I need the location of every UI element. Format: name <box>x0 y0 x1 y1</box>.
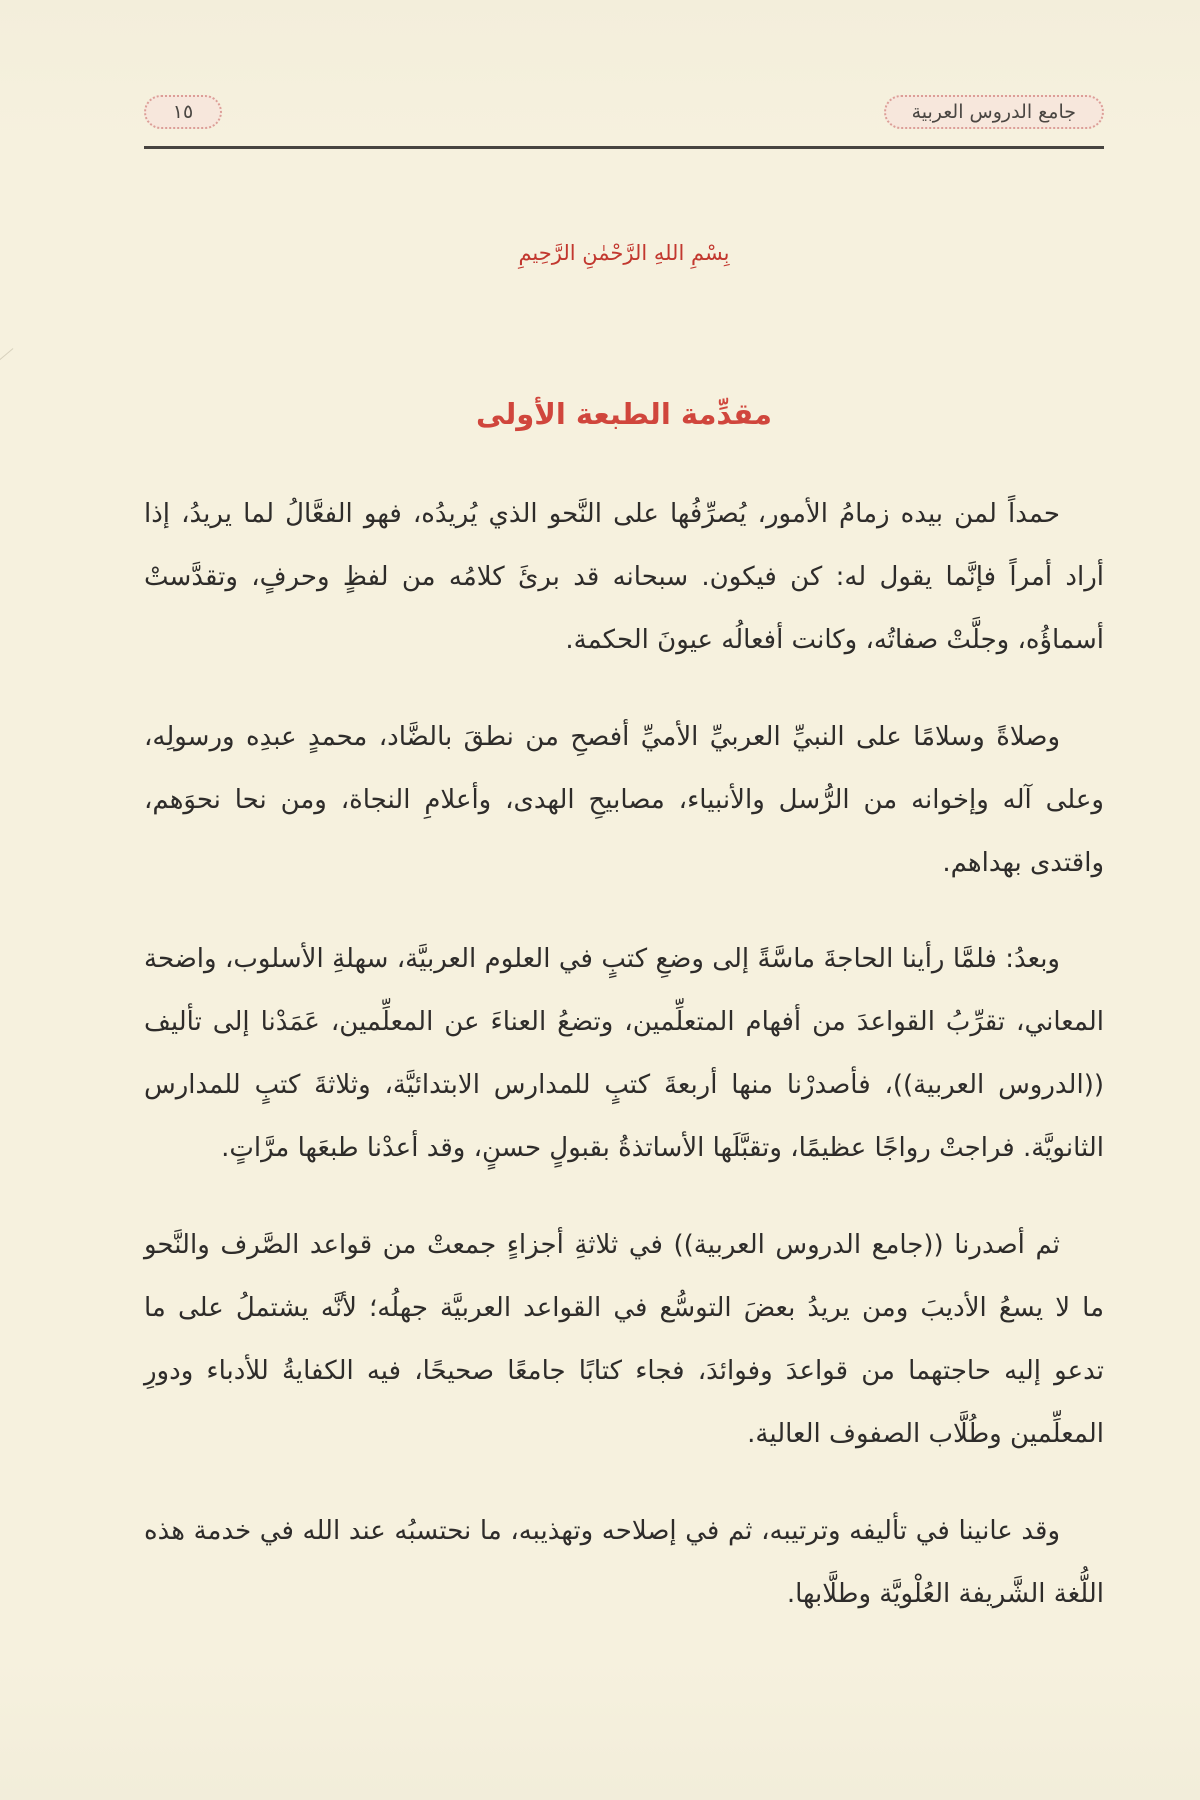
page-number-badge <box>144 95 222 129</box>
paragraph-2: وصلاةً وسلامًا على النبيِّ العربيِّ الأميِّ أفصحِ من نطقَ بالضَّاد، محمدٍ عبدِه ورسولِه، وعلى آله وإخوانه من الرُّسل والأنبياء، مصابيحِ الهدى، وأعلامِ النجاة، ومن نحا نحوَهم، واقتدى بهداهم. <box>144 721 1104 878</box>
chapter-heading: مقدِّمة الطبعة الأولى <box>476 397 772 431</box>
page-fold-mark <box>0 348 35 397</box>
book-title: جامع الدروس العربية <box>911 100 1076 123</box>
paragraph-4: ثم أصدرنا ((جامع الدروس العربية)) في ثلاثةِ أجزاءٍ جمعتْ من قواعد الصَّرف والنَّحو ما لا يسعُ الأديبَ ومن يريدُ بعضَ التوسُّع في القواعد العربيَّة جهلُه؛ لأنَّه يشتملُ على ما تدعو إليه حاجتهما من قواعدَ وفوائدَ، فجاء كتابًا جامعًا صحيحًا، فيه الكفايةُ للأدباء ودورِ المعلِّمين وطُلَّاب الصفوف العالية. <box>144 1230 1104 1449</box>
page-number: ١٥ <box>172 100 194 123</box>
page-header <box>144 95 1104 129</box>
paragraph-3: وبعدُ: فلمَّا رأينا الحاجةَ ماسَّةً إلى وضعِ كتبٍ في العلوم العربيَّة، سهلةِ الأسلوب، واضحة المعاني، تقرِّبُ القواعدَ من أفهام المتعلِّمين، وتضعُ العناءَ عن المعلِّمين، عَمَدْنا إلى تأليف ((الدروس العربية))، فأصدرْنا منها أربعةَ كتبٍ للمدارس الابتدائيَّة، وثلاثةَ كتبٍ للمدارس الثانويَّة. فراجتْ رواجًا عظيمًا، وتقبَّلَها الأساتذةُ بقبولٍ حسنٍ، وقد أعدْنا طبعَها مرَّاتٍ. <box>144 944 1104 1164</box>
book-title-badge <box>884 95 1104 129</box>
paragraph-1: حمداً لمن بيده زمامُ الأمور، يُصرِّفُها على النَّحو الذي يُريدُه، فهو الفعَّالُ لما يريدُ، إذا أراد أمراً فإنَّما يقول له: كن فيكون. سبحانه قد برئَ كلامُه من لفظٍ وحرفٍ، وتقدَّستْ أسماؤُه، وجلَّتْ صفاتُه، وكانت أفعالُه عيونَ الحكمة. <box>144 499 1104 655</box>
paragraph-5: وقد عانينا في تأليفه وترتيبه، ثم في إصلاحه وتهذيبه، ما نحتسبُه عند الله في خدمة هذه اللُّغة الشَّريفة العُلْويَّة وطلَّابها. <box>144 1515 1104 1609</box>
body-text <box>144 483 1104 1626</box>
basmala-calligraphy: بِسْمِ اللهِ الرَّحْمٰنِ الرَّحِيمِ <box>518 241 730 265</box>
header-divider <box>144 146 1104 149</box>
